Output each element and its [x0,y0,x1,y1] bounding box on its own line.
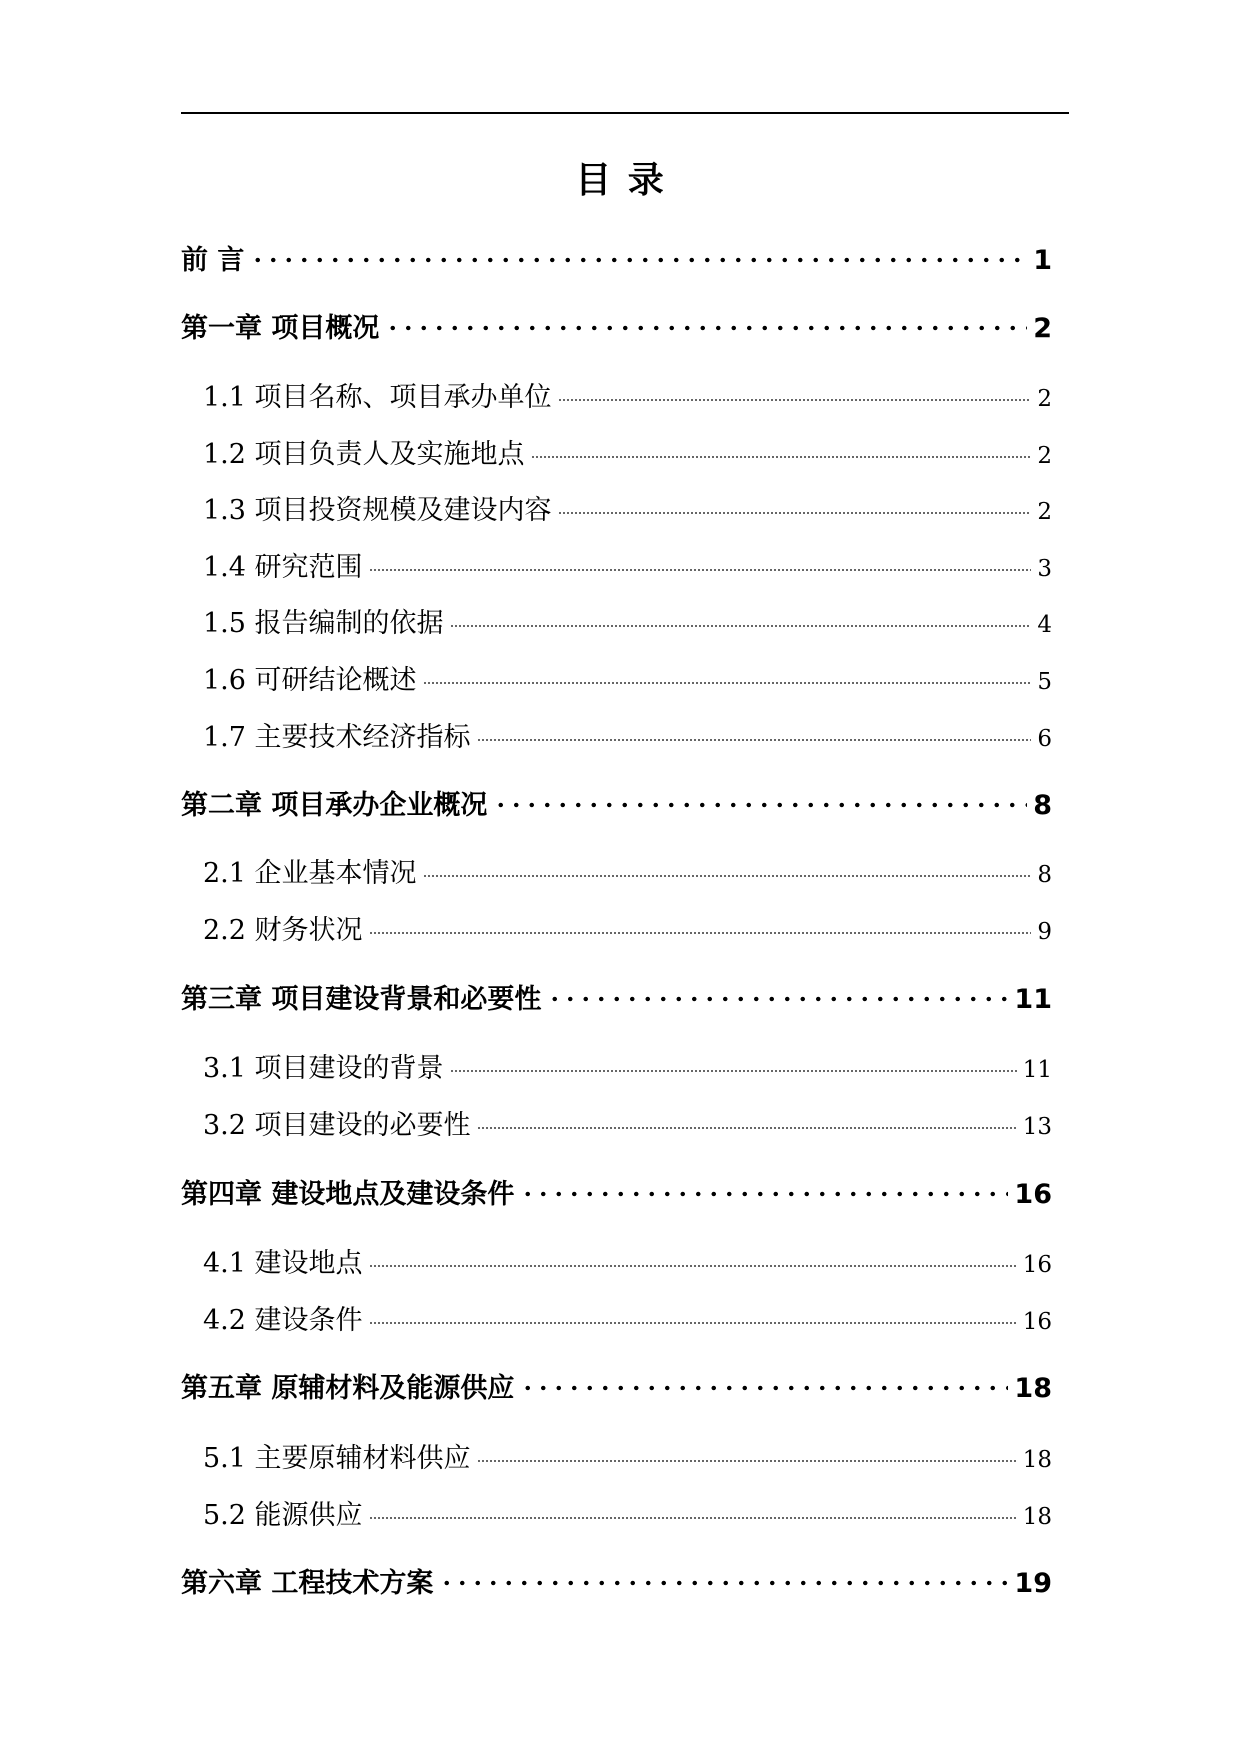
toc-entry[interactable] [181,601,1052,640]
toc-entry-label: 1.5 报告编制的依据 [203,608,444,639]
toc-entry[interactable] [181,715,1052,754]
toc-entry-page: 4 [1037,612,1052,638]
toc-entry[interactable] [181,783,1052,822]
dot-leader [493,802,1027,808]
dot-leader [558,399,1032,401]
toc-entry-label: 1.3 项目投资规模及建设内容 [203,495,552,526]
toc-entry[interactable] [181,238,1052,277]
toc-entry-label: 第三章 项目建设背景和必要性 [181,984,542,1015]
dot-leader [520,1191,1008,1197]
toc-entry-page: 2 [1037,499,1052,525]
toc-entry-page: 3 [1037,556,1052,582]
toc-entry[interactable] [181,1172,1052,1211]
toc-entry-label: 第四章 建设地点及建设条件 [181,1179,515,1210]
toc-entry-page: 8 [1033,790,1052,821]
dot-leader [385,325,1027,331]
toc-entry-page: 11 [1022,1057,1052,1083]
toc-entry-label: 3.1 项目建设的背景 [203,1053,444,1084]
toc-entry-label: 5.1 主要原辅材料供应 [203,1443,471,1474]
toc-entry[interactable] [181,545,1052,584]
toc-entry-label: 1.2 项目负责人及实施地点 [203,439,525,470]
dot-leader [250,257,1027,263]
dot-leader [477,1460,1017,1462]
toc-entry-label: 1.1 项目名称、项目承办单位 [203,382,552,413]
toc-entry-label: 第五章 原辅材料及能源供应 [181,1373,515,1404]
header-rule [181,112,1069,114]
toc-entry[interactable] [181,1046,1052,1085]
dot-leader [369,932,1032,934]
dot-leader [369,1517,1017,1519]
toc-entry-page: 11 [1014,984,1052,1015]
toc-entry-page: 2 [1033,313,1052,344]
toc-entry-label: 第一章 项目概况 [181,313,380,344]
toc-entry-label: 第六章 工程技术方案 [181,1568,434,1599]
toc-entry[interactable] [181,1103,1052,1142]
toc-entry-label: 2.1 企业基本情况 [203,858,417,889]
toc-entry-label: 1.7 主要技术经济指标 [203,722,471,753]
toc-entry-label: 5.2 能源供应 [203,1500,363,1531]
dot-leader [520,1385,1008,1391]
toc-entry[interactable] [181,1366,1052,1405]
toc-entry-page: 13 [1022,1114,1052,1140]
toc-entry-page: 16 [1022,1252,1052,1278]
dot-leader [369,1265,1017,1267]
dot-leader [423,875,1032,877]
toc-entry-page: 9 [1037,919,1052,945]
dot-leader [369,569,1032,571]
toc-entry[interactable] [181,977,1052,1016]
toc-entry[interactable] [181,1436,1052,1475]
toc-entry[interactable] [181,1298,1052,1337]
toc-entry[interactable] [181,658,1052,697]
toc-entry-page: 8 [1037,862,1052,888]
dot-leader [558,512,1032,514]
toc-entry-page: 18 [1022,1504,1052,1530]
toc-entry[interactable] [181,432,1052,471]
dot-leader [439,1580,1008,1586]
toc-title: 目 录 [575,159,666,201]
toc-entry-label: 4.2 建设条件 [203,1305,363,1336]
toc-entry-label: 2.2 财务状况 [203,915,363,946]
toc-entry-page: 2 [1037,386,1052,412]
toc-entry[interactable] [181,1241,1052,1280]
dot-leader [450,1070,1017,1072]
toc-entry[interactable] [181,488,1052,527]
toc-entry-label: 4.1 建设地点 [203,1248,363,1279]
dot-leader [477,1127,1017,1129]
toc-entry[interactable] [181,908,1052,947]
dot-leader [423,682,1032,684]
toc-entry[interactable] [181,1493,1052,1532]
toc-entry-label: 3.2 项目建设的必要性 [203,1110,471,1141]
toc-entry-label: 第二章 项目承办企业概况 [181,790,488,821]
dot-leader [531,456,1032,458]
toc-entry[interactable] [181,1561,1052,1600]
toc-entry[interactable] [181,851,1052,890]
toc-entry-page: 16 [1022,1309,1052,1335]
toc-entry-label: 1.4 研究范围 [203,552,363,583]
toc-entry-page: 18 [1022,1447,1052,1473]
toc-entry[interactable] [181,375,1052,414]
toc-entry-page: 6 [1037,726,1052,752]
toc-entry-page: 1 [1033,245,1052,276]
toc-entry-page: 16 [1014,1179,1052,1210]
dot-leader [450,625,1032,627]
toc-entry-label: 前 言 [181,245,245,276]
toc-entry-page: 5 [1037,669,1052,695]
toc-entry-page: 2 [1037,443,1052,469]
toc-entry-page: 18 [1014,1373,1052,1404]
toc-entry[interactable] [181,306,1052,345]
dot-leader [477,739,1032,741]
toc-entry-label: 1.6 可研结论概述 [203,665,417,696]
dot-leader [547,996,1008,1002]
dot-leader [369,1322,1017,1324]
toc-entry-page: 19 [1014,1568,1052,1599]
